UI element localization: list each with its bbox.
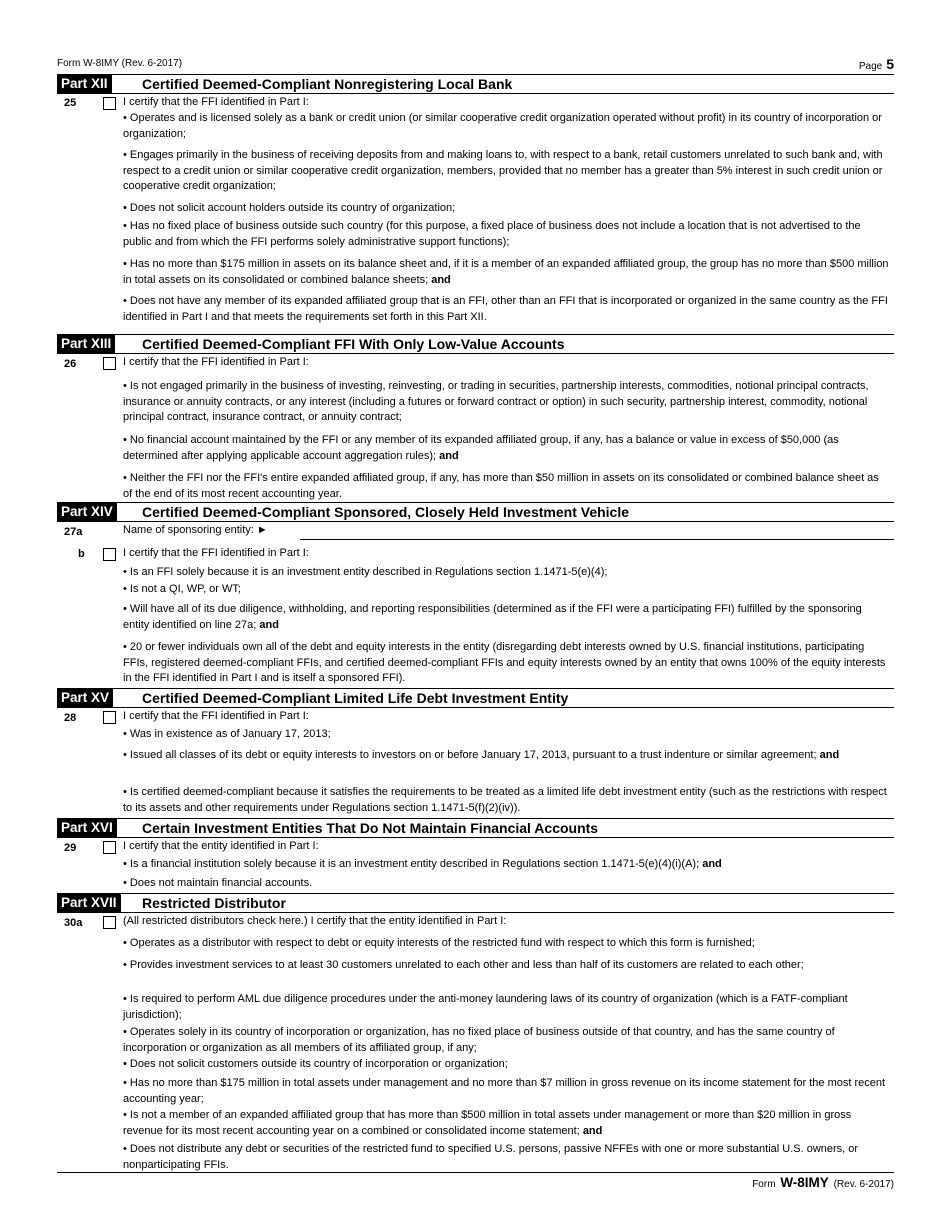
part-title: Certified Deemed-Compliant Sponsored, Closely Held Investment Vehicle: [142, 504, 630, 520]
bullet: • Is an FFI solely because it is an investment entity described in Regulations section 1.1471-5(e)(4);: [123, 566, 608, 578]
part-xv-header: [57, 688, 894, 708]
part-xiv-header: [57, 502, 894, 522]
footer-rule: [57, 1172, 894, 1173]
sponsoring-entity-input[interactable]: [300, 539, 894, 540]
certify-text: I certify that the FFI identified in Part I:: [123, 96, 309, 108]
bullet: • Neither the FFI nor the FFI's entire expanded affiliated group, if any, has more than $50 million in assets on its consolidated or combined balance sheet as of the end of its most recent accounting year.: [123, 472, 879, 500]
bullet: • Operates solely in its country of incorporation or organization, has no fixed place of business outside of that country, and has the same country of incorporation or organization as all members of its affiliated group, if any;: [123, 1026, 835, 1054]
part-tag: Part XII: [57, 75, 112, 93]
form-footer: Form W-8IMY (Rev. 6-2017): [752, 1175, 894, 1190]
form-header-id: Form W-8IMY (Rev. 6-2017): [57, 58, 183, 69]
bullet: • Operates as a distributor with respect to debt or equity interests of the restricted fund with respect to which this form is furnished;: [123, 937, 755, 949]
line-number: 28: [64, 712, 77, 724]
bullet: • Will have all of its due diligence, withholding, and reporting responsibilities (determined as if the FFI were a participating FFI) fulfilled by the sponsoring entity identified on line 27a; and: [123, 603, 862, 631]
bullet: • Has no fixed place of business outside such country (for this purpose, a fixed place of business does not include a location that is not advertised to the public and from which the FFI performs solely administrative support functions);: [123, 220, 861, 248]
part-xii-header: [57, 74, 894, 94]
bullet: • Was in existence as of January 17, 2013;: [123, 728, 331, 740]
part-tag: Part XVII: [57, 894, 121, 912]
checkbox-line-30a[interactable]: [103, 916, 116, 929]
bullet: • Does not solicit account holders outside its country of organization;: [123, 202, 456, 214]
sponsor-label: Name of sponsoring entity: ►: [123, 524, 268, 536]
certify-text: (All restricted distributors check here.) I certify that the entity identified in Part I:: [123, 915, 507, 927]
bullet: • Is required to perform AML due diligence procedures under the anti-money laundering laws of its country of organization (which is a FATF-compliant jurisdiction);: [123, 993, 848, 1021]
bullet: • 20 or fewer individuals own all of the debt and equity interests in the entity (disregarding debt interests owned by U.S. financial institutions, participating FFIs, registered deemed-compliant FFIs, and certified deemed-compliant FFIs and equity interests owned by an entity that owns 100% of the equity interests in the FFI identified in Part I and is itself a sponsored FFI).: [123, 641, 886, 684]
bullet: • Does not have any member of its expanded affiliated group that is an FFI, other than an FFI that is incorporated or organized in the same country as the FFI identified in Part I and that meets the requirements set forth in this Part XII.: [123, 295, 888, 323]
bullet: • Has no more than $175 million in assets on its balance sheet and, if it is a member of an expanded affiliated group, the group has no more than $500 million in total assets on its consolidated or combined balance sheets; and: [123, 258, 889, 286]
arrow-icon: ►: [256, 524, 268, 536]
certify-text: I certify that the FFI identified in Part I:: [123, 710, 309, 722]
line-number: 27a: [64, 526, 83, 538]
certify-text: I certify that the FFI identified in Part I:: [123, 356, 309, 368]
bullet: • Operates and is licensed solely as a bank or credit union (or similar cooperative credit organization operated without profit) in its country of incorporation or organization;: [123, 112, 882, 140]
bullet: • Is not engaged primarily in the business of investing, reinvesting, or trading in securities, partnership interests, commodities, notional principal contracts, insurance or annuity contracts, or any interest (including a futures or forward contract or option) in such security, partnership interest, commodity, notional principal contract, insurance contract, or annuity contract;: [123, 380, 869, 423]
line-number: 26: [64, 358, 77, 370]
checkbox-line-29[interactable]: [103, 841, 116, 854]
part-title: Certified Deemed-Compliant Nonregistering Local Bank: [142, 76, 513, 92]
bullet: • Issued all classes of its debt or equity interests to investors on or before January 17, 2013, pursuant to a trust indenture or similar agreement; and: [123, 749, 840, 761]
line-number: 30a: [64, 917, 83, 929]
bullet: • Is certified deemed-compliant because it satisfies the requirements to be treated as a limited life debt investment entity (such as the restrictions with respect to its assets and other requirements under Regulations section 1.1471-5(f)(2)(iv)).: [123, 786, 887, 814]
part-tag: Part XV: [57, 689, 113, 707]
page-label: Page: [858, 61, 883, 72]
checkbox-line-28[interactable]: [103, 711, 116, 724]
part-title: Certain Investment Entities That Do Not Maintain Financial Accounts: [142, 820, 599, 836]
part-tag: Part XIV: [57, 503, 117, 521]
bullet: • Is not a QI, WP, or WT;: [123, 583, 241, 595]
bullet: • Does not maintain financial accounts.: [123, 877, 313, 889]
part-title: Certified Deemed-Compliant FFI With Only Low-Value Accounts: [142, 336, 565, 352]
part-xvii-header: [57, 893, 894, 913]
bullet: • Engages primarily in the business of receiving deposits from and making loans to, with respect to a bank, retail customers unrelated to such bank and, with respect to a credit union or similar cooperative credit organization, members, provided that no member has a greater than 5% interest in such credit union or cooperative credit organization;: [123, 149, 883, 192]
part-title: Restricted Distributor: [142, 895, 286, 911]
bullet: • Does not distribute any debt or securities of the restricted fund to specified U.S. persons, passive NFFEs with one or more substantial U.S. owners, or nonparticipating FFIs.: [123, 1143, 859, 1171]
bullet: • No financial account maintained by the FFI or any member of its expanded affiliated group, if any, has a balance or value in excess of $50,000 (as determined after applying applicable account aggregation rules); and: [123, 434, 839, 462]
part-tag: Part XVI: [57, 819, 117, 837]
part-tag: Part XIII: [57, 335, 115, 353]
part-xvi-header: [57, 818, 894, 838]
certify-text: I certify that the entity identified in Part I:: [123, 840, 319, 852]
line-number: 29: [64, 842, 77, 854]
bullet: • Has no more than $175 million in total assets under management and no more than $7 million in gross revenue on its income statement for the most recent accounting year;: [123, 1077, 886, 1105]
checkbox-line-25[interactable]: [103, 97, 116, 110]
checkbox-line-27b[interactable]: [103, 548, 116, 561]
part-title: Certified Deemed-Compliant Limited Life Debt Investment Entity: [142, 690, 569, 706]
bullet: • Is not a member of an expanded affiliated group that has more than $500 million in total assets under management or more than $20 million in gross revenue for its most recent accounting year on a combined or consolidated income statement; and: [123, 1109, 852, 1137]
page-number-value: 5: [886, 56, 894, 72]
bullet: • Provides investment services to at least 30 customers unrelated to each other and less than half of its customers are related to each other;: [123, 959, 804, 971]
certify-text: I certify that the FFI identified in Part I:: [123, 547, 309, 559]
bullet: • Does not solicit customers outside its country of incorporation or organization;: [123, 1058, 508, 1070]
checkbox-line-26[interactable]: [103, 357, 116, 370]
line-number: b: [78, 548, 85, 560]
line-number: 25: [64, 97, 77, 109]
page-number: [859, 56, 894, 72]
bullet: • Is a financial institution solely because it is an investment entity described in Regulations section 1.1471-5(e)(4)(i)(A); and: [123, 858, 722, 870]
part-xiii-header: [57, 334, 894, 354]
